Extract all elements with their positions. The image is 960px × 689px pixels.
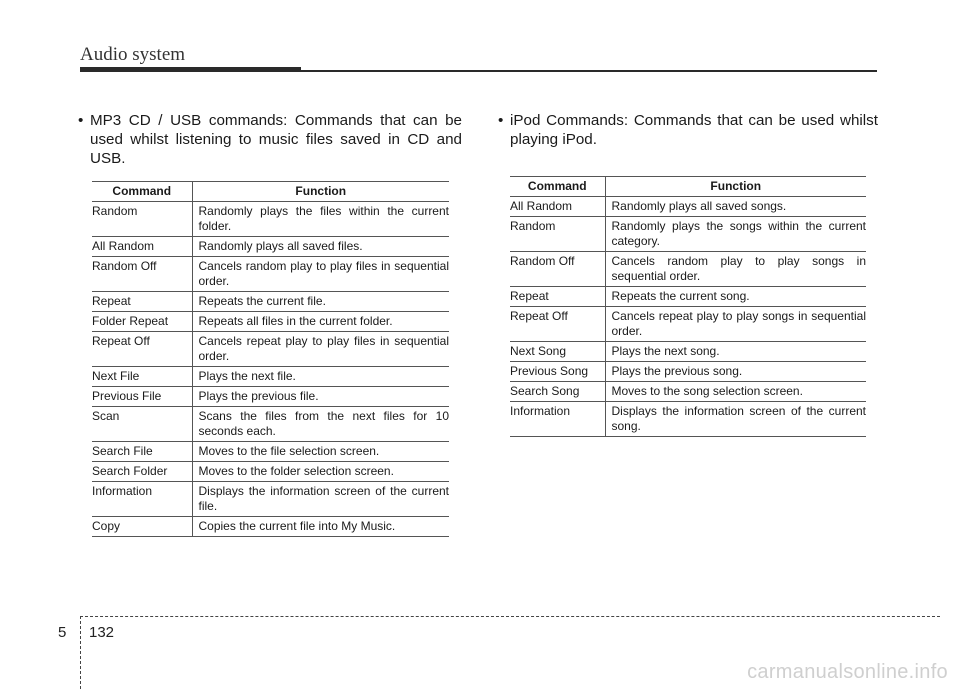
table-row [92,292,449,312]
table-row [510,342,866,362]
command-cell: Search Song [510,382,605,402]
table-row [92,332,449,367]
table-row [92,387,449,407]
function-cell: Scans the files from the next files for 10 seconds each. [192,407,449,442]
table-row [92,482,449,517]
ipod-command-table [510,176,866,437]
ipod-intro [498,111,878,149]
header-rule [301,70,877,72]
function-cell: Repeats the current file. [192,292,449,312]
table-row [510,362,866,382]
command-cell: All Random [92,237,192,257]
table-row [92,367,449,387]
mp3-usb-intro-text: MP3 CD / USB commands: Commands that can be used whilst listening to music files saved in CD and USB. [90,112,462,167]
command-cell: All Random [510,197,605,217]
command-cell: Search File [92,442,192,462]
column-header-function: Function [192,182,449,202]
bullet: • [498,112,504,129]
function-cell: Displays the information screen of the current file. [192,482,449,517]
function-cell: Cancels random play to play songs in sequential order. [605,252,866,287]
function-cell: Plays the previous file. [192,387,449,407]
table-row [510,252,866,287]
command-cell: Search Folder [92,462,192,482]
function-cell: Plays the next file. [192,367,449,387]
header-bar-thick [80,67,301,72]
table-row [510,287,866,307]
command-cell: Folder Repeat [92,312,192,332]
function-cell: Copies the current file into My Music. [192,517,449,537]
footer-divider [80,616,82,689]
table-row [510,402,866,437]
table-header-row [510,177,866,197]
function-cell: Randomly plays all saved files. [192,237,449,257]
table-row [510,197,866,217]
table-row [92,517,449,537]
command-cell: Random Off [510,252,605,287]
page-header-title: Audio system [80,44,186,65]
command-cell: Previous File [92,387,192,407]
function-cell: Randomly plays the files within the current folder. [192,202,449,237]
table-row [92,202,449,237]
function-cell: Plays the next song. [605,342,866,362]
command-cell: Information [510,402,605,437]
command-cell: Random [510,217,605,252]
watermark: carmanualsonline.info [747,661,948,683]
command-cell: Repeat [510,287,605,307]
column-header-function: Function [605,177,866,197]
bullet: • [78,112,84,129]
mp3-usb-intro [78,111,462,168]
column-header-command: Command [510,177,605,197]
mp3-usb-command-table [92,181,449,537]
footer-rule [80,616,940,617]
command-cell: Next Song [510,342,605,362]
table-row [510,307,866,342]
command-cell: Random Off [92,257,192,292]
ipod-intro-text: iPod Commands: Commands that can be used whilst playing iPod. [510,112,878,148]
command-cell: Next File [92,367,192,387]
table-row [92,407,449,442]
function-cell: Repeats the current song. [605,287,866,307]
function-cell: Moves to the file selection screen. [192,442,449,462]
function-cell: Cancels repeat play to play songs in sequential order. [605,307,866,342]
column-header-command: Command [92,182,192,202]
table-header-row [92,182,449,202]
function-cell: Moves to the folder selection screen. [192,462,449,482]
table-row [92,442,449,462]
function-cell: Cancels random play to play files in sequential order. [192,257,449,292]
table-row [92,257,449,292]
table-row [510,217,866,252]
function-cell: Randomly plays the songs within the current category. [605,217,866,252]
function-cell: Moves to the song selection screen. [605,382,866,402]
command-cell: Information [92,482,192,517]
page-number: 132 [89,624,115,641]
function-cell: Randomly plays all saved songs. [605,197,866,217]
command-cell: Repeat Off [92,332,192,367]
command-cell: Repeat Off [510,307,605,342]
command-cell: Previous Song [510,362,605,382]
function-cell: Cancels repeat play to play files in sequential order. [192,332,449,367]
table-row [92,462,449,482]
function-cell: Displays the information screen of the current song. [605,402,866,437]
function-cell: Plays the previous song. [605,362,866,382]
function-cell: Repeats all files in the current folder. [192,312,449,332]
command-cell: Scan [92,407,192,442]
command-cell: Copy [92,517,192,537]
table-row [92,312,449,332]
table-row [92,237,449,257]
table-row [510,382,866,402]
command-cell: Repeat [92,292,192,312]
command-cell: Random [92,202,192,237]
section-number: 5 [58,624,67,641]
